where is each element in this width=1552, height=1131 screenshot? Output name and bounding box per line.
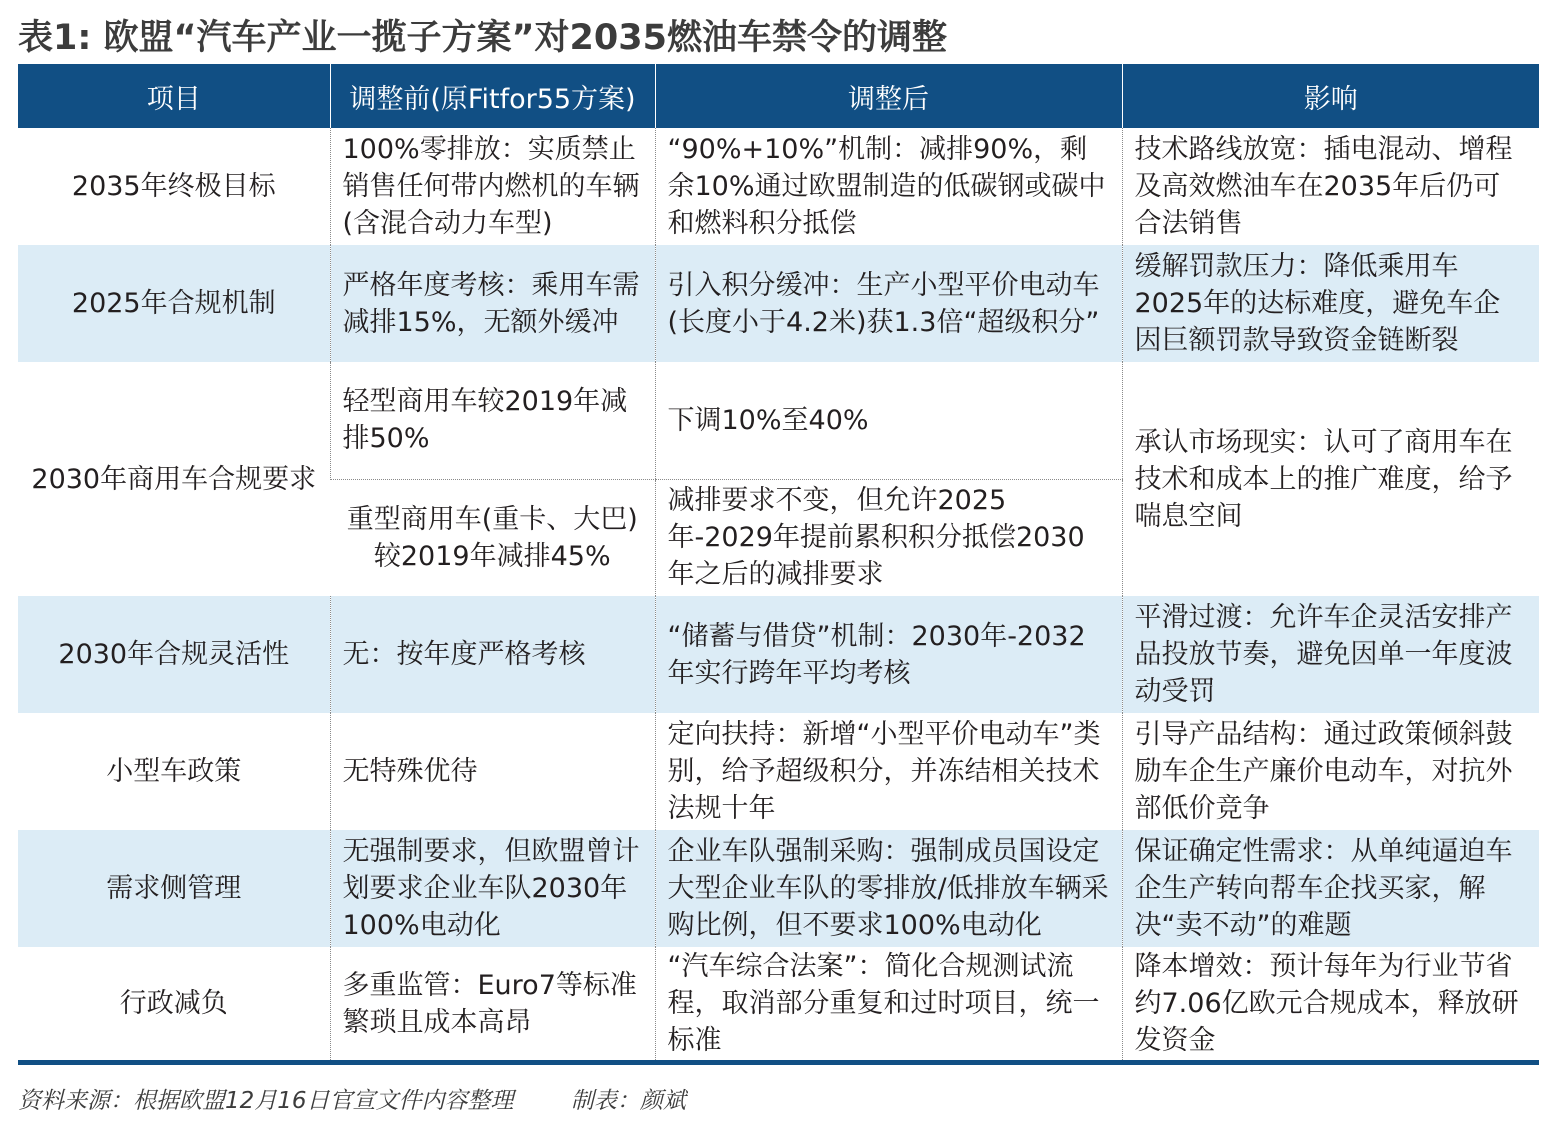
table-row (18, 596, 1539, 713)
row-impact: 平滑过渡：允许车企灵活安排产品投放节奏，避免因单一年度波动受罚 (1122, 596, 1539, 713)
row-after: 定向扶持：新增“小型平价电动车”类别，给予超级积分，并冻结相关技术法规十年 (655, 713, 1122, 830)
column-header-item: 项目 (18, 64, 330, 128)
row-item: 小型车政策 (106, 756, 242, 787)
row-before: 无强制要求，但欧盟曾计划要求企业车队2030年100%电动化 (330, 830, 655, 947)
row-impact: 引导产品结构：通过政策倾斜鼓励车企生产廉价电动车，对抗外部低价竞争 (1122, 713, 1539, 830)
table-title: 表1: 欧盟“汽车产业一揽子方案”对2035燃油车禁令的调整 (18, 18, 947, 58)
row-item: 2025年合规机制 (18, 245, 330, 362)
row-impact: 降本增效：预计每年为行业节省约7.06亿欧元合规成本，释放研发资金 (1122, 947, 1539, 1060)
table-row (18, 830, 1539, 947)
credit-note: 制表：颜斌 (570, 1088, 686, 1114)
row-before: 无特殊优待 (330, 713, 655, 830)
column-header-impact: 影响 (1122, 64, 1539, 128)
row-item: 2030年商用车合规要求 (31, 463, 317, 495)
row-before-heavy-commercial: 重型商用车(重卡、大巴)较2019年减排45% (346, 503, 638, 572)
row-before: 100%零排放：实质禁止销售任何带内燃机的车辆(含混合动力车型) (330, 128, 655, 245)
row-item: 2030年合规灵活性 (18, 596, 330, 713)
row-after: 企业车队强制采购：强制成员国设定大型企业车队的零排放/低排放车辆采购比例，但不要求100%电动化 (655, 830, 1122, 947)
row-item: 需求侧管理 (18, 830, 330, 947)
row-after: “汽车综合法案”：简化合规测试流程，取消部分重复和过时项目，统一标准 (655, 947, 1122, 1060)
row-after-heavy-commercial: 减排要求不变，但允许2025年-2029年提前累积积分抵偿2030年之后的减排要求 (655, 479, 1122, 596)
source-note: 资料来源：根据欧盟12月16日官宣文件内容整理 (18, 1088, 514, 1114)
table-row (18, 245, 1539, 362)
row-item: 行政减负 (119, 988, 228, 1019)
row-impact: 缓解罚款压力：降低乘用车2025年的达标难度，避免车企因巨额罚款导致资金链断裂 (1122, 245, 1539, 362)
row-after: “储蓄与借贷”机制：2030年-2032年实行跨年平均考核 (655, 596, 1122, 713)
row-before-light-commercial: 轻型商用车较2019年减排50% (330, 362, 655, 479)
row-after-light-commercial: 下调10%至40% (655, 362, 1122, 479)
row-impact: 保证确定性需求：从单纯逼迫车企生产转向帮车企找买家，解决“卖不动”的难题 (1122, 830, 1539, 947)
row-before: 无：按年度严格考核 (330, 596, 655, 713)
table-header-row (18, 64, 1539, 128)
row-item: 2035年终极目标 (71, 171, 276, 202)
table-row (18, 128, 1539, 245)
row-after: 引入积分缓冲：生产小型平价电动车(长度小于4.2米)获1.3倍“超级积分” (655, 245, 1122, 362)
policy-table (18, 64, 1539, 1060)
row-impact: 技术路线放宽：插电混动、增程及高效燃油车在2035年后仍可合法销售 (1122, 128, 1539, 245)
row-after: “90%+10%”机制：减排90%，剩余10%通过欧盟制造的低碳钢或碳中和燃料积分抵偿 (655, 128, 1122, 245)
table-footer (18, 1082, 1538, 1114)
column-header-before: 调整前(原Fitfor55方案) (330, 64, 655, 128)
table-row (18, 947, 1539, 1060)
table-row (18, 713, 1539, 830)
table-bottom-rule (18, 1060, 1539, 1065)
column-header-after: 调整后 (655, 64, 1122, 128)
row-before: 严格年度考核：乘用车需减排15%，无额外缓冲 (330, 245, 655, 362)
row-impact: 承认市场现实：认可了商用车在技术和成本上的推广难度，给予喘息空间 (1122, 362, 1539, 596)
row-before: 多重监管：Euro7等标准繁琐且成本高昂 (330, 947, 655, 1060)
table-row (18, 362, 1539, 479)
